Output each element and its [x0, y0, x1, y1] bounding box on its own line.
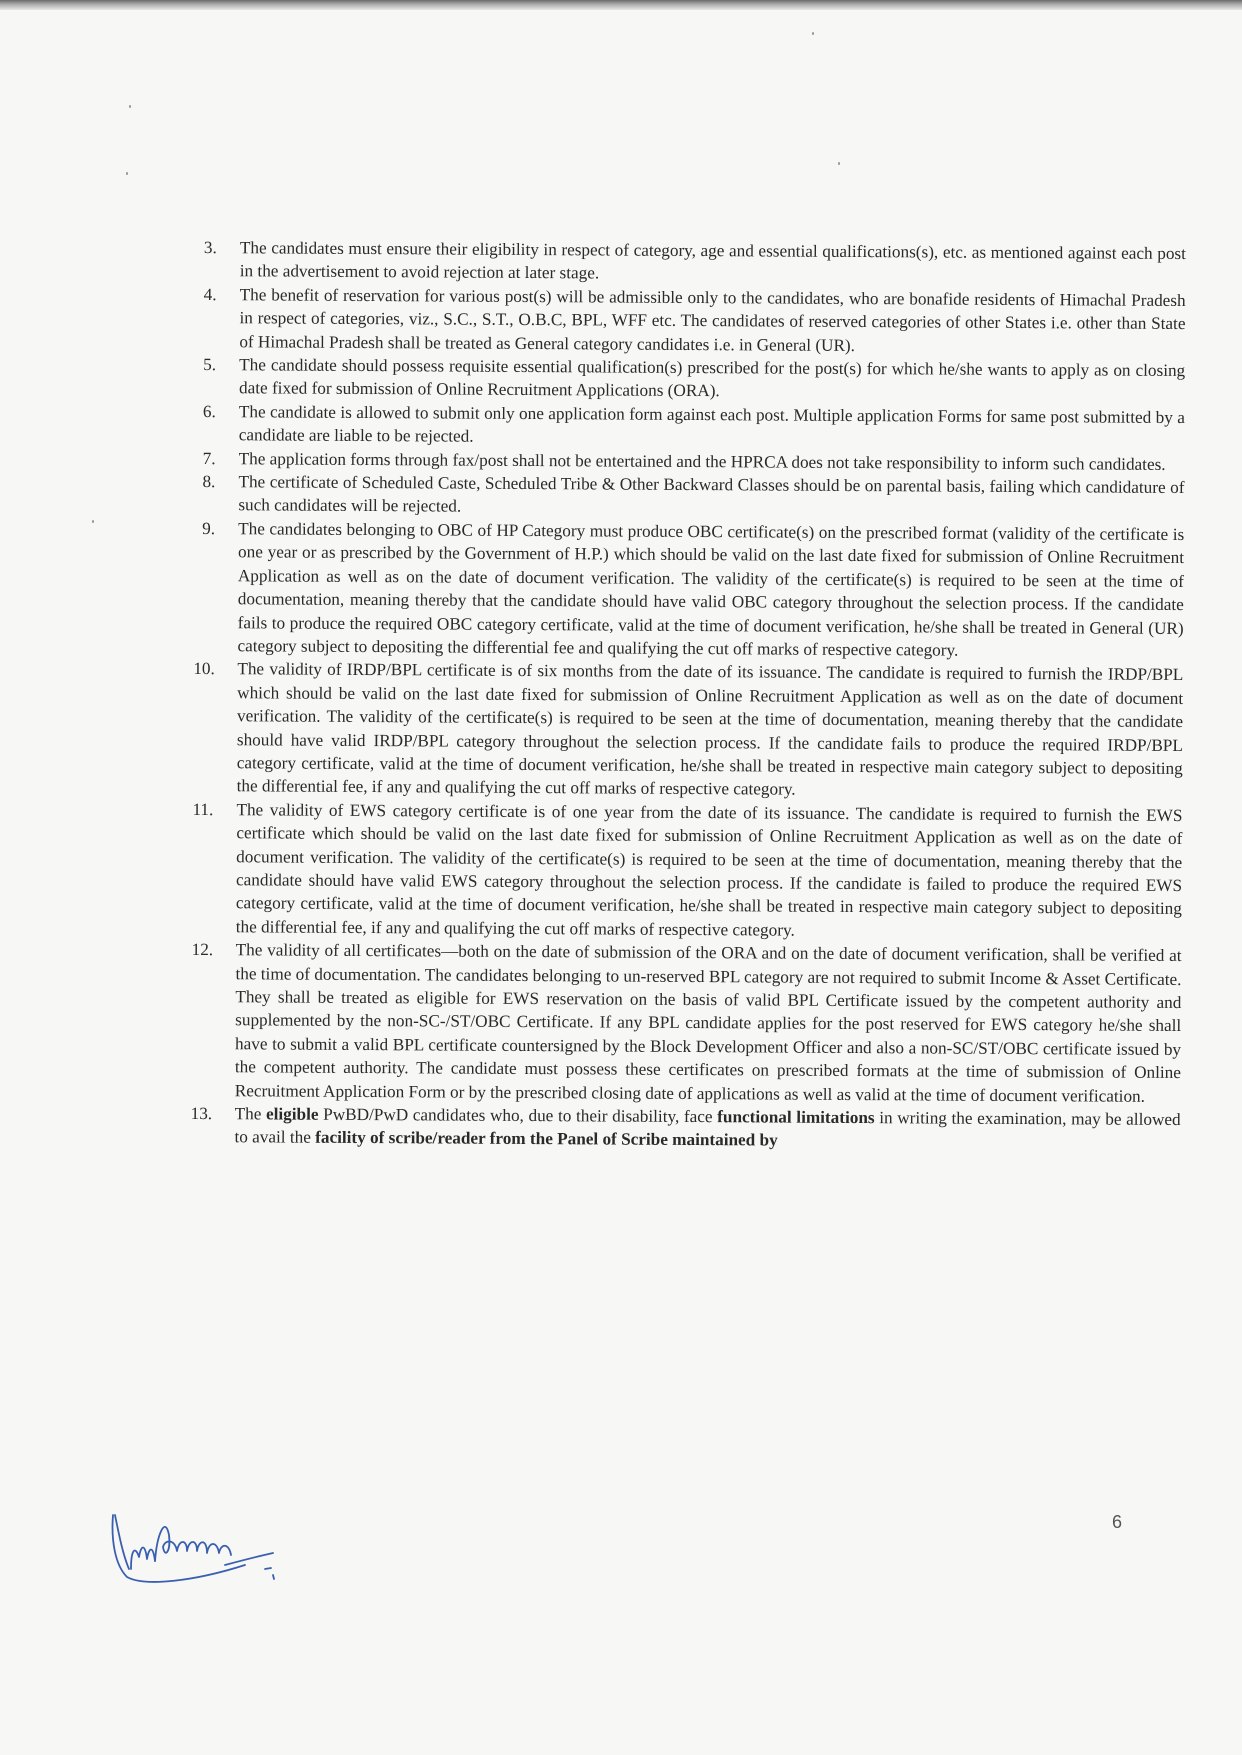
clause-number: 5. — [203, 355, 217, 375]
clause-text — [240, 238, 1186, 283]
clause-number: 10. — [193, 659, 215, 679]
clause-text — [239, 449, 1166, 474]
clause-number: 6. — [202, 401, 216, 421]
clause-text-segment: The validity of all certificates—both on the date of submission of the ORA and on the date of document verification, shall be verified at the time of documentation. The candidates belonging to un-reserved BPL category are not required to submit Income & Asset Certificate. They shall be treated as eligible for EWS reservation on the basis of valid BPL Certificate issued by the competent authority and supplemented by the non-SC-/ST/OBC Certificate. If any BPL candidate applies for the post reserved for EWS category he/she shall have to submit a valid BPL certificate countersigned by the Block Development Officer and also a non-SC/ST/OBC certificate issued by the competent authority. The candidate must possess these certificates on prescribed formats at the time of submission of Online Recruitment Application Form or by the prescribed closing date of applications as well as valid at the time of document verification. — [234, 940, 1182, 1106]
clause-text-segment: PwBD/PwD candidates who, due to their disability, face — [318, 1104, 718, 1127]
clause-item — [191, 938, 1182, 1108]
scan-shadow-edge — [0, 0, 1242, 10]
scan-speck — [838, 162, 840, 165]
clause-text — [236, 800, 1183, 939]
clause-number: 9. — [202, 518, 216, 538]
clause-text — [235, 940, 1182, 1105]
clause-number: 4. — [203, 284, 217, 304]
clause-number: 7. — [202, 448, 216, 468]
clause-text-emphasis: facility of scribe/reader from the Panel of Scribe maintained by — [315, 1128, 778, 1150]
clause-text — [239, 355, 1185, 400]
clause-number: 3. — [203, 238, 217, 258]
clause-number: 13. — [190, 1103, 213, 1124]
clause-text-segment: The benefit of reservation for various post(s) will be admissible only to the candidates, who are bonafide residents of Himachal Pradesh in respect of categories, viz., S.C., S.T., O.B.C, BPL, WFF etc. The candidates of reserved categories of other States i.e. other than State of Himachal Pradesh shall be treated as General category candidates i.e. in General (UR). — [239, 285, 1186, 355]
clause-text — [238, 472, 1184, 516]
scan-speck — [92, 520, 94, 523]
clause-item — [193, 657, 1184, 803]
clause-text-segment: The candidate is allowed to submit only one application form against each post. Multiple application Forms for same post submitted by a candidate are liable to be rejected. — [238, 402, 1185, 446]
clause-number: 11. — [192, 799, 214, 819]
scan-speck — [126, 172, 128, 175]
clause-item — [192, 798, 1183, 944]
clause-text-segment: in writing the examination, may be allowed to avail the — [234, 1108, 1181, 1148]
clause-item — [200, 236, 1186, 289]
clause-text-emphasis: functional limitations — [717, 1107, 875, 1128]
scan-speck — [129, 105, 131, 108]
clause-item — [199, 283, 1185, 359]
page-number: 6 — [1112, 1512, 1123, 1532]
clause-item — [198, 470, 1184, 523]
clause-text — [234, 1104, 1180, 1150]
clause-item — [190, 1102, 1181, 1155]
clause-text — [237, 519, 1184, 659]
clause-text — [239, 402, 1185, 446]
clause-list — [190, 236, 1186, 1155]
clause-text — [237, 660, 1184, 799]
clause-text-segment: The application forms through fax/post shall not be entertained and the HPRCA does not take responsibility to inform such candidates. — [238, 448, 1166, 474]
clause-number: 8. — [202, 472, 216, 492]
scan-speck — [812, 32, 814, 35]
clause-text-segment: The candidate should possess requisite essential qualification(s) prescribed for the post(s) for which he/she wants to apply as on closing date fixed for submission of Online Recruitment Applications (ORA). — [239, 355, 1186, 401]
clause-text-segment: The candidates must ensure their eligibility in respect of category, age and essential qualifications(s), etc. as mentioned against each post in the advertisement to avoid rejection at later stage. — [239, 238, 1186, 283]
document-page — [190, 236, 1186, 1155]
clause-text-segment: The validity of IRDP/BPL certificate is of six months from the date of its issuance. The candidate is required to furnish the IRDP/BPL which should be valid on the last date fixed for submission of Online Recruitment Application as well as on the date of document verification. The validity of the certificate(s) is required to be seen at the time of documentation, meaning thereby that the candidate should have valid IRDP/BPL category throughout the selection process. If the candidate fails to produce the required IRDP/BPL category certificate, valid at the time of document verification, he/she shall be treated in respective main category subject to depositing the differential fee, if any and qualifying the cut off marks of respective category. — [236, 659, 1184, 799]
clause-item — [199, 353, 1185, 406]
clause-number: 12. — [191, 940, 214, 960]
clause-text-emphasis: eligible — [265, 1104, 319, 1124]
handwritten-signature-icon — [105, 1495, 305, 1595]
clause-item — [199, 400, 1185, 453]
clause-text-segment: The — [234, 1104, 267, 1124]
clause-text-segment: The certificate of Scheduled Caste, Scheduled Tribe & Other Backward Classes should be on parental basis, failing which candidature of such candidates will be rejected. — [238, 472, 1185, 517]
clause-text-segment: The candidates belonging to OBC of HP Category must produce OBC certificate(s) on the prescribed format (validity of the certificate is one year or as prescribed by the Government of H.P.) which should be valid on the last date fixed for submission of Online Recruitment Application as well as on the date of document verification. The validity of the certificate(s) is required to be seen at the time of documentation, meaning thereby that the candidate should have valid OBC category throughout the selection process. If the candidate fails to produce the required OBC category certificate, valid at the time of document verification, he/she shall be treated in General (UR) category subject to depositing the differential fee and qualifying the cut off marks of respective category. — [237, 519, 1185, 660]
clause-item — [197, 517, 1184, 663]
clause-text — [239, 285, 1185, 355]
clause-text-segment: The validity of EWS category certificate is of one year from the date of its issuance. The candidate is required to furnish the EWS certificate which should be valid on the last date fixed for submission of Online Recruitment Application as well as on the date of document verification. The validity of the certificate(s) is required to be seen at the time of documentation, meaning thereby that the candidate should have valid EWS category throughout the selection process. If the candidate is failed to produce the required EWS category certificate, valid at the time of document verification, he/she shall be treated in respective main category subject to depositing the differential fee, if any and qualifying the cut off marks of respective category. — [235, 799, 1183, 940]
